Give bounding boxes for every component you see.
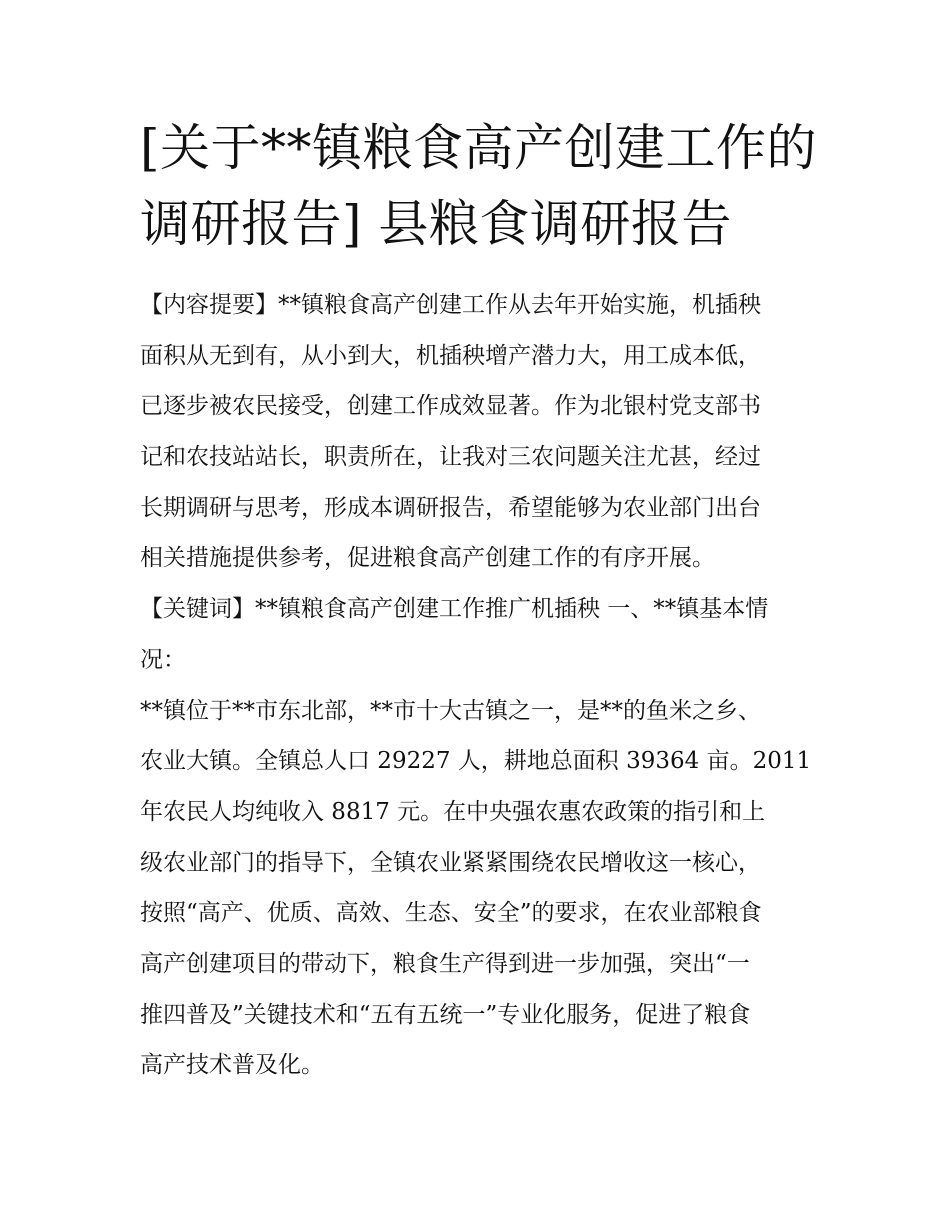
- body-line: 高产创建项目的带动下，粮食生产得到进一步加强，突出“一: [140, 950, 750, 977]
- body-line: 【内容提要】**镇粮食高产创建工作从去年开始实施，机插秧: [140, 292, 761, 318]
- body-line: 长期调研与思考，形成本调研报告，希望能够为农业部门出台: [140, 494, 761, 521]
- body-line: **镇位于**市东北部，**市十大古镇之一，是**的鱼米之乡、: [140, 697, 761, 724]
- body-line: 面积从无到有，从小到大，机插秧增产潜力大，用工成本低，: [140, 342, 761, 369]
- body-line: 按照“高产、优质、高效、生态、安全”的要求，在农业部粮食: [140, 900, 762, 927]
- body-line: 级农业部门的指导下，全镇农业紧紧围绕农民增收这一核心，: [140, 849, 761, 876]
- body-line: 农业大镇。全镇总人口 29227 人，耕地总面积 39364 亩。2011: [140, 748, 812, 775]
- body-line: 推四普及”关键技术和“五有五统一”专业化服务，促进了粮食: [140, 1001, 751, 1028]
- body-line: 【关键词】**镇粮食高产创建工作推广机插秧 一、**镇基本情: [140, 596, 769, 623]
- document-body: [140, 280, 830, 1091]
- title-line-1: [关于**镇粮食高产创建工作的: [140, 119, 818, 177]
- body-line: 相关措施提供参考，促进粮食高产创建工作的有序开展。: [140, 545, 715, 572]
- title-line-2: 调研报告] 县粮食调研报告: [140, 195, 732, 253]
- body-line: 况：: [140, 646, 186, 673]
- body-line: 记和农技站站长，职责所在，让我对三农问题关注尤甚，经过: [140, 444, 761, 471]
- body-line: 已逐步被农民接受，创建工作成效显著。作为北银村党支部书: [140, 393, 761, 420]
- document-title: [140, 110, 820, 262]
- body-line: 高产技术普及化。: [140, 1052, 324, 1079]
- body-line: 年农民人均纯收入 8817 元。在中央强农惠农政策的指引和上: [140, 798, 766, 825]
